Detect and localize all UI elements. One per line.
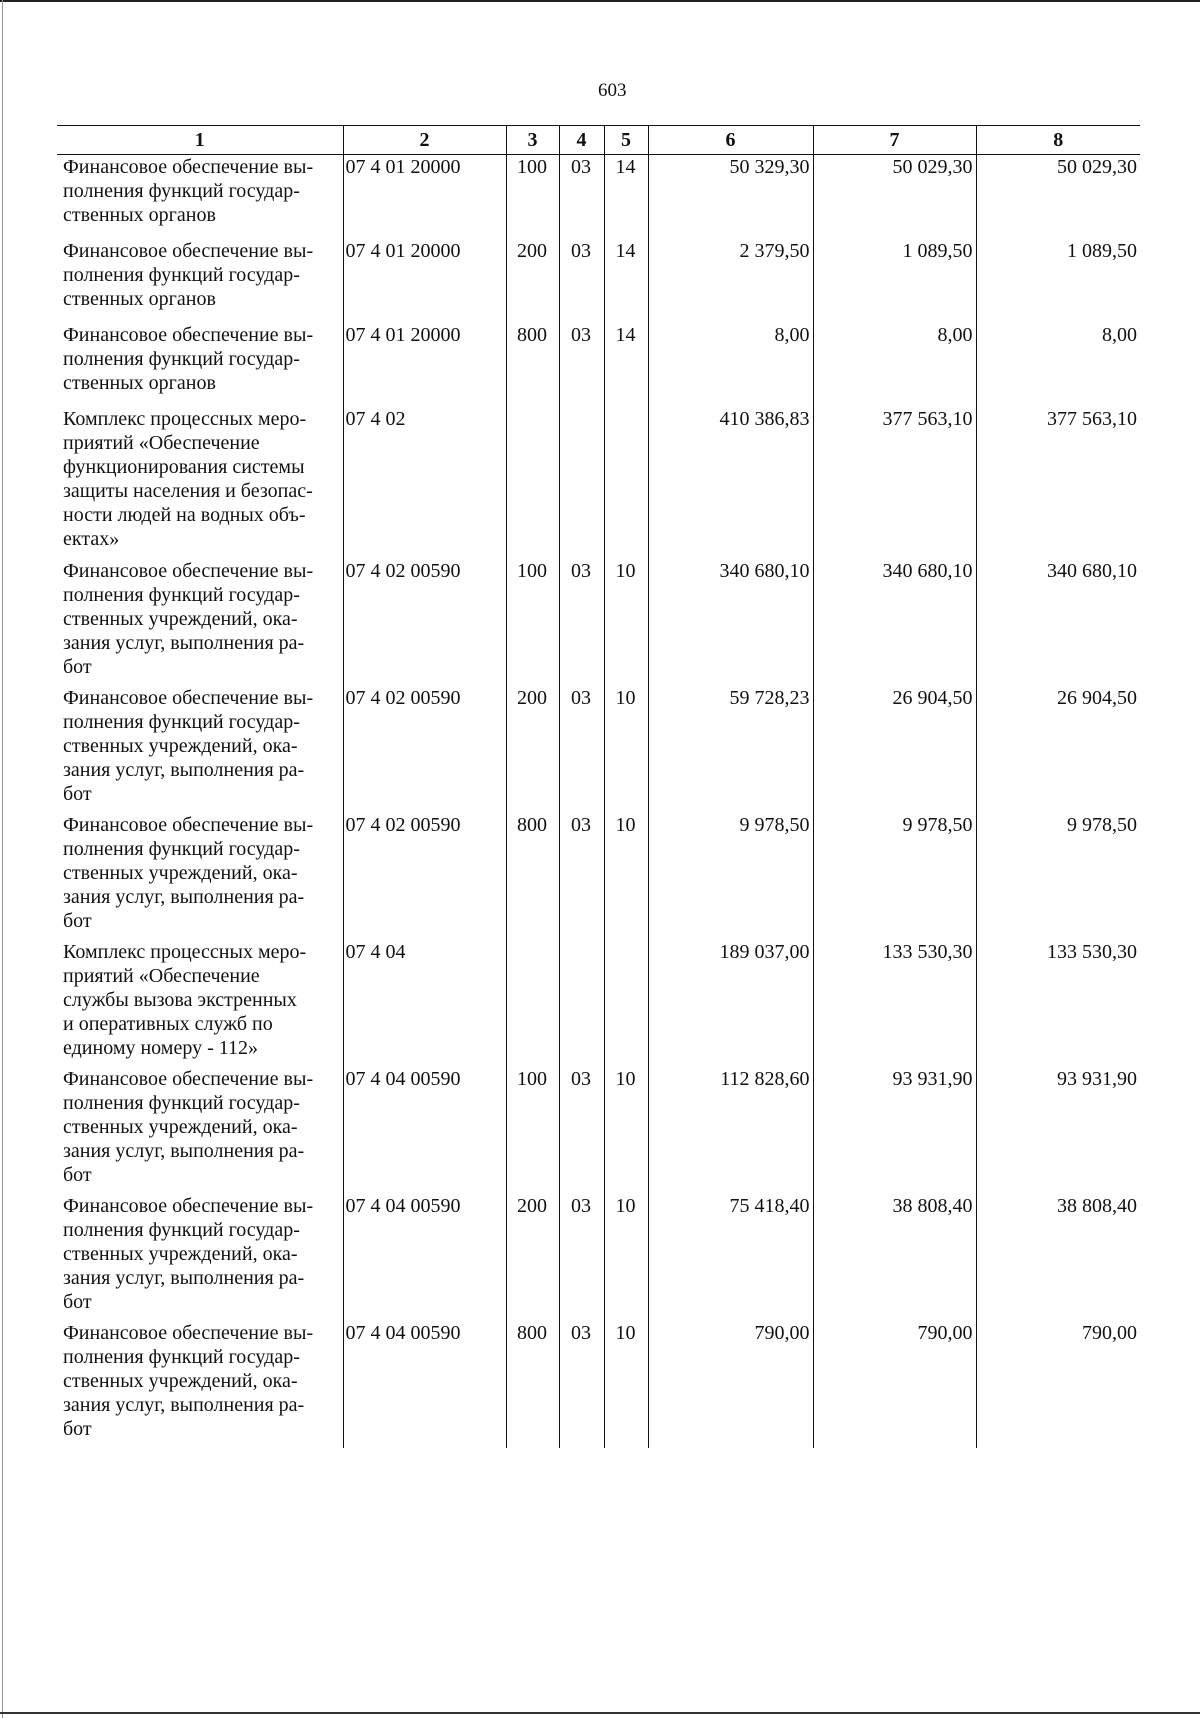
row-name-line: ектах» [63, 527, 120, 550]
row-name-cell [57, 407, 343, 559]
row-value6-cell: 340 680,10 [648, 559, 813, 686]
row-name-line: бот [63, 655, 92, 678]
row-value7-cell: 377 563,10 [813, 407, 976, 559]
column-header-1: 1 [57, 126, 343, 155]
row-code-cell: 07 4 01 20000 [343, 155, 506, 239]
row-name-line: функционирования системы [63, 455, 305, 478]
row-value7-cell: 133 530,30 [813, 940, 976, 1067]
row-code-cell: 07 4 02 [343, 407, 506, 559]
column-header-6: 6 [648, 126, 813, 155]
row-col4-cell: 03 [559, 323, 604, 407]
table-row [57, 1194, 1140, 1321]
row-col4-cell: 03 [559, 686, 604, 813]
row-col5-cell: 10 [604, 559, 648, 686]
table-row [57, 407, 1140, 559]
row-name-line: ственных учреждений, ока- [63, 861, 298, 884]
table-body [57, 155, 1140, 1448]
row-col4-cell: 03 [559, 1321, 604, 1448]
row-name-line: полнения функций государ- [63, 710, 300, 733]
row-col3-cell: 800 [506, 813, 559, 940]
row-code-cell: 07 4 04 00590 [343, 1194, 506, 1321]
budget-table [57, 125, 1140, 1448]
row-name-line: Финансовое обеспечение вы- [63, 1067, 314, 1090]
row-value8-cell: 38 808,40 [976, 1194, 1140, 1321]
row-col5-cell: 14 [604, 155, 648, 239]
row-value8-cell: 340 680,10 [976, 559, 1140, 686]
row-col4-cell: 03 [559, 1067, 604, 1194]
row-name-cell [57, 323, 343, 407]
row-code-cell: 07 4 01 20000 [343, 239, 506, 323]
table-row [57, 1067, 1140, 1194]
row-col3-cell: 100 [506, 155, 559, 239]
row-name-line: полнения функций государ- [63, 347, 300, 370]
column-header-3: 3 [506, 126, 559, 155]
row-name-line: службы вызова экстренных [63, 988, 297, 1011]
row-name-cell [57, 1321, 343, 1448]
scan-edge-top [0, 0, 1200, 2]
row-name-line: Комплекс процессных меро- [63, 407, 307, 430]
row-col3-cell [506, 407, 559, 559]
row-col5-cell: 14 [604, 323, 648, 407]
row-col3-cell: 100 [506, 559, 559, 686]
row-name-cell [57, 239, 343, 323]
row-value8-cell: 93 931,90 [976, 1067, 1140, 1194]
table-row [57, 686, 1140, 813]
row-col4-cell: 03 [559, 155, 604, 239]
row-name-line: Финансовое обеспечение вы- [63, 239, 314, 262]
column-header-8: 8 [976, 126, 1140, 155]
row-col3-cell: 800 [506, 1321, 559, 1448]
row-name-line: бот [63, 1417, 92, 1440]
row-value6-cell: 189 037,00 [648, 940, 813, 1067]
row-name-line: приятий «Обеспечение [63, 431, 260, 454]
row-value8-cell: 50 029,30 [976, 155, 1140, 239]
column-header-7: 7 [813, 126, 976, 155]
row-code-cell: 07 4 01 20000 [343, 323, 506, 407]
row-name-line: зания услуг, выполнения ра- [63, 758, 305, 781]
row-name-line: ственных органов [63, 204, 216, 226]
row-name-cell [57, 813, 343, 940]
row-code-cell: 07 4 02 00590 [343, 559, 506, 686]
row-name-line: и оперативных служб по [63, 1012, 273, 1035]
row-name-cell [57, 559, 343, 686]
row-col5-cell: 10 [604, 1194, 648, 1321]
row-name-line: ственных органов [63, 287, 216, 310]
row-code-cell: 07 4 04 [343, 940, 506, 1067]
row-value7-cell: 340 680,10 [813, 559, 976, 686]
row-name-line: Финансовое обеспечение вы- [63, 323, 314, 346]
row-name-line: зания услуг, выполнения ра- [63, 1393, 305, 1416]
row-name-line: Комплекс процессных меро- [63, 940, 307, 963]
row-name-line: полнения функций государ- [63, 1091, 300, 1114]
row-name-line: полнения функций государ- [63, 180, 300, 202]
table-row [57, 940, 1140, 1067]
table-row [57, 323, 1140, 407]
row-name-line: ственных учреждений, ока- [63, 607, 298, 630]
row-value6-cell: 790,00 [648, 1321, 813, 1448]
row-col4-cell: 03 [559, 1194, 604, 1321]
row-value7-cell: 9 978,50 [813, 813, 976, 940]
row-name-cell [57, 155, 343, 239]
row-name-line: ственных учреждений, ока- [63, 1115, 298, 1138]
row-col5-cell: 10 [604, 1067, 648, 1194]
row-name-line: зания услуг, выполнения ра- [63, 631, 305, 654]
row-code-cell: 07 4 04 00590 [343, 1321, 506, 1448]
row-code-cell: 07 4 02 00590 [343, 813, 506, 940]
row-col4-cell: 03 [559, 239, 604, 323]
row-name-line: Финансовое обеспечение вы- [63, 156, 314, 178]
row-col4-cell [559, 940, 604, 1067]
row-name-line: бот [63, 1163, 92, 1186]
row-value6-cell: 8,00 [648, 323, 813, 407]
row-name-line: бот [63, 782, 92, 805]
row-value7-cell: 26 904,50 [813, 686, 976, 813]
row-col5-cell: 10 [604, 813, 648, 940]
row-value6-cell: 410 386,83 [648, 407, 813, 559]
row-code-cell: 07 4 04 00590 [343, 1067, 506, 1194]
row-name-line: зания услуг, выполнения ра- [63, 885, 305, 908]
row-col3-cell: 200 [506, 239, 559, 323]
row-col5-cell [604, 940, 648, 1067]
row-value8-cell: 1 089,50 [976, 239, 1140, 323]
row-name-line: зания услуг, выполнения ра- [63, 1139, 305, 1162]
row-name-cell [57, 940, 343, 1067]
row-col5-cell: 10 [604, 686, 648, 813]
row-name-line: ственных учреждений, ока- [63, 734, 298, 757]
row-value8-cell: 377 563,10 [976, 407, 1140, 559]
row-name-cell [57, 1194, 343, 1321]
row-col4-cell [559, 407, 604, 559]
row-value7-cell: 1 089,50 [813, 239, 976, 323]
table-row [57, 1321, 1140, 1448]
row-value6-cell: 112 828,60 [648, 1067, 813, 1194]
table-row [57, 239, 1140, 323]
row-name-line: ственных органов [63, 371, 216, 394]
page-number: 603 [598, 80, 627, 101]
row-name-line: бот [63, 1290, 92, 1313]
row-col3-cell [506, 940, 559, 1067]
row-name-line: Финансовое обеспечение вы- [63, 559, 314, 582]
row-col3-cell: 100 [506, 1067, 559, 1194]
row-col3-cell: 200 [506, 686, 559, 813]
row-name-line: полнения функций государ- [63, 1218, 300, 1241]
row-col5-cell: 14 [604, 239, 648, 323]
row-name-line: приятий «Обеспечение [63, 964, 260, 987]
row-value6-cell: 2 379,50 [648, 239, 813, 323]
column-header-2: 2 [343, 126, 506, 155]
row-value7-cell: 38 808,40 [813, 1194, 976, 1321]
row-name-line: единому номеру - 112» [63, 1036, 258, 1059]
row-col5-cell [604, 407, 648, 559]
row-value7-cell: 50 029,30 [813, 155, 976, 239]
row-value8-cell: 790,00 [976, 1321, 1140, 1448]
table-row [57, 559, 1140, 686]
row-col4-cell: 03 [559, 559, 604, 686]
row-name-cell [57, 1067, 343, 1194]
row-name-line: Финансовое обеспечение вы- [63, 1194, 314, 1217]
scan-edge-left [2, 0, 3, 1718]
row-col3-cell: 800 [506, 323, 559, 407]
row-name-line: Финансовое обеспечение вы- [63, 813, 314, 836]
row-value6-cell: 9 978,50 [648, 813, 813, 940]
row-name-line: полнения функций государ- [63, 583, 300, 606]
column-header-4: 4 [559, 126, 604, 155]
row-value6-cell: 59 728,23 [648, 686, 813, 813]
column-header-5: 5 [604, 126, 648, 155]
row-value8-cell: 8,00 [976, 323, 1140, 407]
row-name-line: Финансовое обеспечение вы- [63, 1321, 314, 1344]
row-col5-cell: 10 [604, 1321, 648, 1448]
table-header [57, 126, 1140, 155]
row-value7-cell: 8,00 [813, 323, 976, 407]
row-value8-cell: 26 904,50 [976, 686, 1140, 813]
row-name-line: полнения функций государ- [63, 1345, 300, 1368]
row-name-line: ственных учреждений, ока- [63, 1369, 298, 1392]
row-name-line: зания услуг, выполнения ра- [63, 1266, 305, 1289]
row-name-line: полнения функций государ- [63, 837, 300, 860]
row-name-line: защиты населения и безопас- [63, 479, 313, 502]
row-name-line: бот [63, 909, 92, 932]
table-row [57, 813, 1140, 940]
row-value6-cell: 50 329,30 [648, 155, 813, 239]
row-col4-cell: 03 [559, 813, 604, 940]
row-name-cell [57, 686, 343, 813]
row-value8-cell: 133 530,30 [976, 940, 1140, 1067]
row-value6-cell: 75 418,40 [648, 1194, 813, 1321]
row-value8-cell: 9 978,50 [976, 813, 1140, 940]
row-name-line: ственных учреждений, ока- [63, 1242, 298, 1265]
row-code-cell: 07 4 02 00590 [343, 686, 506, 813]
row-value7-cell: 790,00 [813, 1321, 976, 1448]
row-col3-cell: 200 [506, 1194, 559, 1321]
row-name-line: Финансовое обеспечение вы- [63, 686, 314, 709]
scan-edge-bottom [0, 1712, 1200, 1714]
table-row [57, 155, 1140, 239]
row-value7-cell: 93 931,90 [813, 1067, 976, 1194]
row-name-line: ности людей на водных объ- [63, 503, 306, 526]
row-name-line: полнения функций государ- [63, 263, 300, 286]
